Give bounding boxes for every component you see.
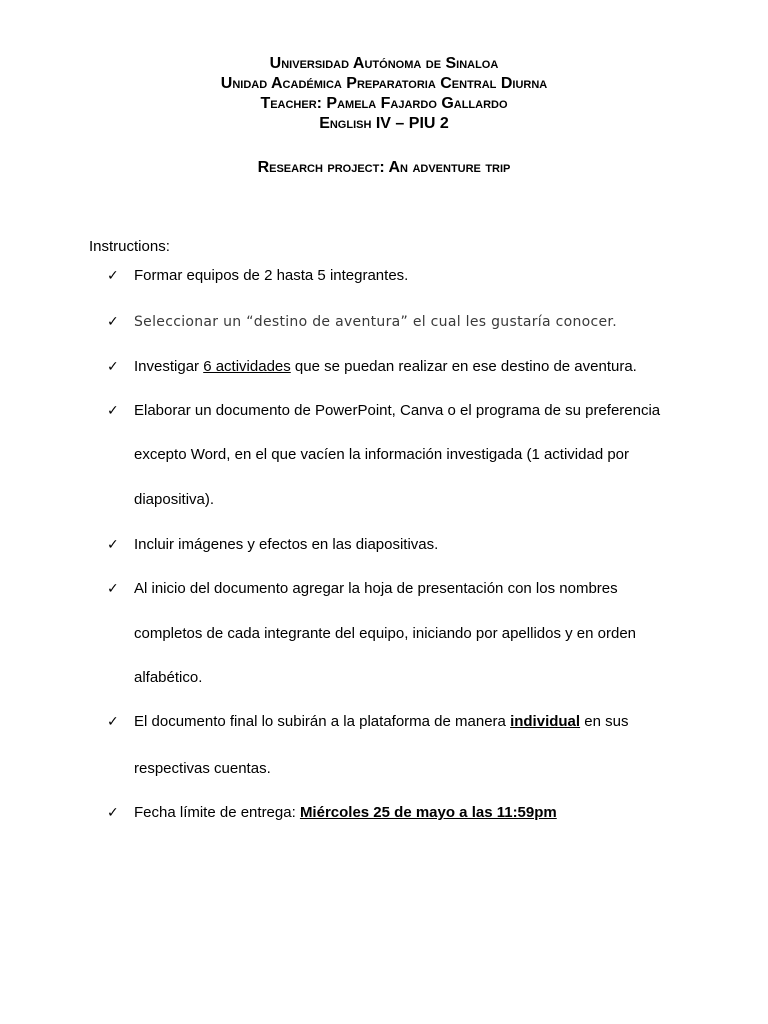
item-text: Al inicio del documento agregar la hoja de presentación con los nombres xyxy=(134,580,618,597)
item-text xyxy=(134,712,628,732)
item-text-part: Investigar xyxy=(134,358,204,375)
project-title: Research project: An adventure trip xyxy=(257,159,511,176)
checkmark-icon: ✓ xyxy=(107,537,119,553)
checkmark-icon: ✓ xyxy=(107,805,119,821)
checkmark-icon: ✓ xyxy=(107,314,119,330)
checkmark-icon: ✓ xyxy=(107,268,119,284)
item-text: Elaborar un documento de PowerPoint, Canva o el programa de su preferencia xyxy=(134,402,661,419)
item-text-part: en sus xyxy=(580,713,629,730)
item-text: Incluir imágenes y efectos en las diapositivas. xyxy=(134,536,439,553)
item-continuation: alfabético. xyxy=(134,669,203,686)
checkmark-icon: ✓ xyxy=(107,714,119,730)
item-continuation: respectivas cuentas. xyxy=(134,760,271,777)
item-continuation: completos de cada integrante del equipo, iniciando por apellidos y en orden xyxy=(134,625,637,642)
underlined-text: 6 actividades xyxy=(203,358,291,375)
course-name: English IV – PIU 2 xyxy=(319,115,449,132)
item-continuation: excepto Word, en el que vacíen la información investigada (1 actividad por xyxy=(134,446,630,463)
university-name: Universidad Autónoma de Sinaloa xyxy=(269,55,499,72)
checkmark-icon: ✓ xyxy=(107,359,119,375)
item-text: Seleccionar un “destino de aventura” el cual les gustaría conocer. xyxy=(134,314,617,330)
instructions-label: Instructions: xyxy=(89,238,170,255)
teacher-name: Teacher: Pamela Fajardo Gallardo xyxy=(260,95,508,112)
document-header xyxy=(0,54,768,134)
emphasized-text: individual xyxy=(510,713,581,730)
item-text-part: Fecha límite de entrega: xyxy=(134,804,300,821)
item-continuation: diapositiva). xyxy=(134,491,215,508)
item-text-part: El documento final lo subirán a la plataforma de manera xyxy=(134,713,511,730)
item-text xyxy=(134,803,557,823)
due-date: Miércoles 25 de mayo a las 11:59pm xyxy=(299,804,557,821)
checkmark-icon: ✓ xyxy=(107,581,119,597)
item-text xyxy=(134,357,637,377)
checkmark-icon: ✓ xyxy=(107,403,119,419)
item-text: Formar equipos de 2 hasta 5 integrantes. xyxy=(134,267,409,284)
item-text-part: que se puedan realizar en ese destino de aventura. xyxy=(290,358,637,375)
academic-unit: Unidad Académica Preparatoria Central Diurna xyxy=(220,75,548,92)
